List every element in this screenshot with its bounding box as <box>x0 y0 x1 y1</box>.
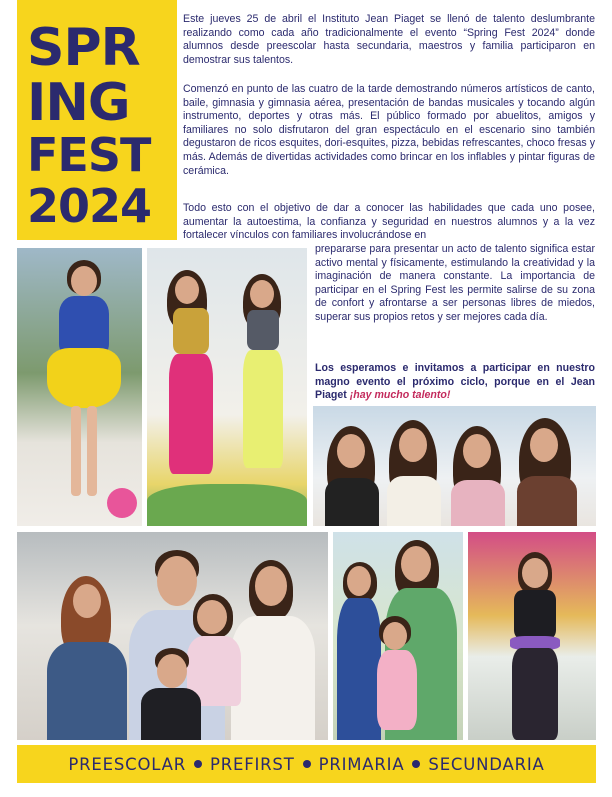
photo-girl-dancer <box>468 532 596 740</box>
photo-figure-head <box>463 434 491 468</box>
invitation-paragraph <box>315 362 595 403</box>
photo-figure-head <box>530 428 558 462</box>
photo-figure-head <box>71 266 97 296</box>
photo-figure-body <box>47 642 127 740</box>
footer-level-secundaria: SECUNDARIA <box>428 754 545 774</box>
photo-figure-head <box>157 654 187 688</box>
photo-figure-head <box>399 428 427 462</box>
photo-stage-decoration <box>147 484 307 526</box>
bullet-dot-icon <box>194 760 202 768</box>
photo-figure-pants <box>243 350 283 468</box>
photo-figure-head <box>522 558 548 588</box>
footer-level-primaria: PRIMARIA <box>318 754 405 774</box>
photo-flower-decoration <box>107 488 137 518</box>
photo-figure-head <box>197 600 227 634</box>
photo-figure-head <box>383 622 407 650</box>
photo-figure-body <box>517 476 577 526</box>
photo-family <box>17 532 328 740</box>
photo-figure-top <box>247 310 279 350</box>
photo-mother-daughters <box>333 532 463 740</box>
photo-figure-body <box>231 616 315 740</box>
photo-two-girls-dancing <box>147 248 307 526</box>
bullet-dot-icon <box>412 760 420 768</box>
photo-figure-head <box>347 566 371 596</box>
photo-figure-head <box>73 584 101 618</box>
photo-figure-body <box>337 598 381 740</box>
intro-paragraph: Este jueves 25 de abril el Instituto Jean Piaget se llenó de talento deslumbrante realizando como cada año tradicionalmente el evento “Spring Fest 2024” donde alumnos desde preescolar hasta secundaria, maestros y familia participaron en demostrar sus talentos. <box>183 13 595 66</box>
activities-paragraph: Comenzó en punto de las cuatro de la tarde demostrando números artísticos de canto, baile, gimnasia y gimnasia aérea, presentación de bandas musicales y tocando algún instrumento, deportes y otras más. El público formado por abuelitos, amigos y familiares no solo disfrutaron del gran espectáculo en el escenario sino también degustaron de ricos esquites, dori-esquites, pizza, bebidas refrescantes, choco fresas y más. Además de divertidas actividades como brincar en los inflables y pintar figuras de cerámica. <box>183 83 595 177</box>
footer-level-prefirst: PREFIRST <box>209 754 295 774</box>
photo-figure-leg <box>87 406 97 496</box>
importance-paragraph: prepararse para presentar un acto de talento significa estar activo mental y físicamente, estimulando la creatividad y la imaginación de manera constante. La importancia de participar en el Spring Fest les permite salirse de su zona de confort y afrontarse a ser personas libres de miedos, superar sus propios retos y ser mejores cada día. <box>315 243 595 323</box>
photo-figure-head <box>250 280 274 308</box>
footer-level-preescolar: PREESCOLAR <box>68 754 186 774</box>
photo-figure-head <box>401 546 431 582</box>
photo-figure-body <box>141 688 201 740</box>
photo-figure-body <box>451 480 505 526</box>
objective-paragraph: Todo esto con el objetivo de dar a conocer las habilidades que cada uno posee, aumentar la autoestima, la confianza y seguridad en nuestros alumnos y a la vez fortalecer vínculos con familiares involucrándose en <box>183 202 595 242</box>
photo-girl-costume <box>17 248 142 526</box>
title-line-2: ING <box>27 73 130 133</box>
photo-figure-leg <box>71 406 81 496</box>
photo-figure-head <box>157 556 197 606</box>
photo-figure-head <box>337 434 365 468</box>
title-line-4: 2024 <box>27 179 152 233</box>
photo-figure-body <box>387 476 441 526</box>
footer-levels-bar <box>17 745 596 783</box>
title-line-3: FEST <box>27 128 151 182</box>
photo-figure-top <box>173 308 209 354</box>
photo-figure-pants <box>512 648 558 740</box>
photo-figure-pants <box>169 354 213 474</box>
bullet-dot-icon <box>303 760 311 768</box>
invitation-highlight: ¡hay mucho talento! <box>349 389 451 402</box>
photo-figure-head <box>255 566 287 606</box>
photo-figure-head <box>175 276 199 304</box>
photo-figure-body <box>325 478 379 526</box>
photo-figure-top <box>514 590 556 640</box>
photo-figure-bodice <box>59 296 109 356</box>
invitation-text: Los esperamos e invitamos a participar en nuestro magno evento el próximo ciclo, porque en el Jean Piaget <box>315 362 595 402</box>
photo-figure-body <box>377 650 417 730</box>
photo-figure-skirt <box>47 348 121 408</box>
title-block <box>17 0 177 240</box>
title-line-1: SPR <box>27 18 140 78</box>
photo-group-of-girls <box>313 406 596 526</box>
